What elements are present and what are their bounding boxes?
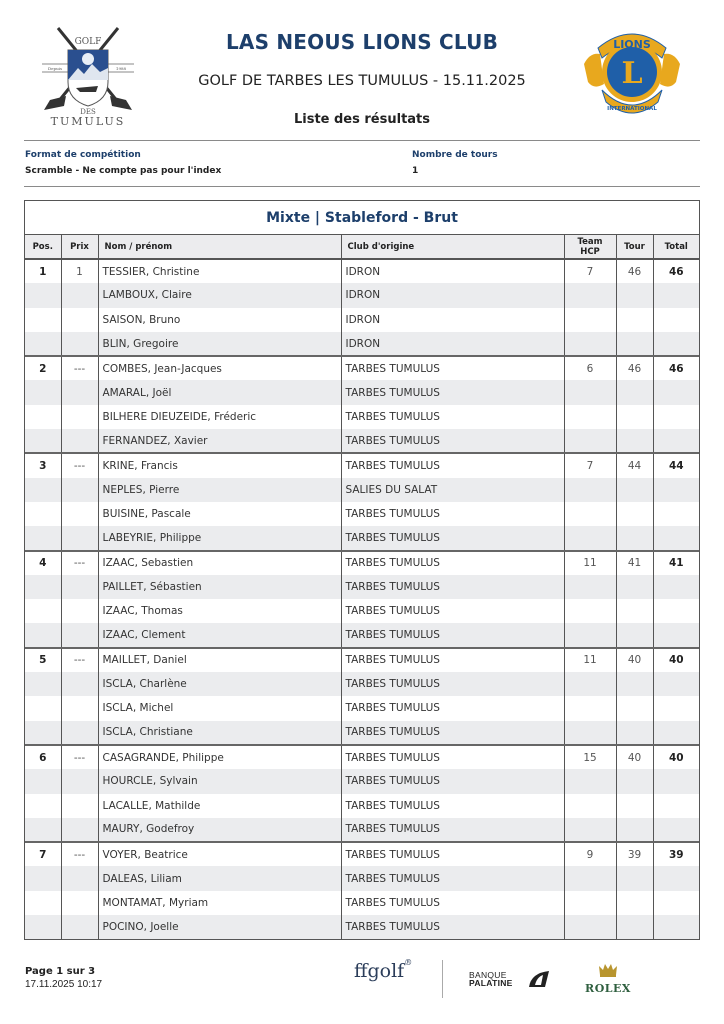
cell-prix: 1	[61, 259, 98, 283]
col-header-hcp-line1: Team	[577, 236, 603, 247]
logo-left-year-text: 1988	[115, 66, 127, 71]
cell-pos	[25, 429, 61, 453]
cell-club: TARBES TUMULUS	[341, 599, 564, 623]
cell-total	[653, 429, 699, 453]
cell-prix	[61, 915, 98, 939]
cell-tour	[616, 721, 653, 745]
cell-tour: 40	[616, 745, 653, 769]
cell-prix	[61, 283, 98, 307]
cell-club: TARBES TUMULUS	[341, 672, 564, 696]
cell-prix	[61, 308, 98, 332]
cell-total	[653, 623, 699, 647]
cell-total	[653, 283, 699, 307]
cell-tour	[616, 769, 653, 793]
print-datetime: 17.11.2025 10:17	[25, 979, 103, 990]
cell-club: TARBES TUMULUS	[341, 380, 564, 404]
cell-club: TARBES TUMULUS	[341, 794, 564, 818]
cell-prix	[61, 623, 98, 647]
cell-pos	[25, 332, 61, 356]
format-value: Scramble - Ne compte pas pour l'index	[25, 166, 222, 176]
table-row	[25, 599, 699, 623]
cell-prix	[61, 891, 98, 915]
cell-name: PAILLET, Sébastien	[98, 575, 341, 599]
cell-tour	[616, 502, 653, 526]
cell-tour	[616, 818, 653, 842]
cell-tour	[616, 380, 653, 404]
cell-tour	[616, 429, 653, 453]
table-row	[25, 721, 699, 745]
cell-total	[653, 502, 699, 526]
cell-total: 46	[653, 356, 699, 380]
table-header-row	[25, 235, 699, 259]
cell-team-hcp	[564, 672, 616, 696]
table-row	[25, 526, 699, 550]
cell-tour: 44	[616, 453, 653, 477]
col-header-prix: Prix	[61, 235, 98, 259]
rolex-logo	[578, 962, 638, 994]
table-row	[25, 696, 699, 720]
cell-club: TARBES TUMULUS	[341, 915, 564, 939]
cell-tour: 41	[616, 551, 653, 575]
cell-tour	[616, 332, 653, 356]
cell-prix: ---	[61, 842, 98, 866]
cell-prix	[61, 502, 98, 526]
cell-total: 41	[653, 551, 699, 575]
ffgolf-text: ffgolf	[354, 960, 405, 982]
cell-name: TESSIER, Christine	[98, 259, 341, 283]
cell-name: FERNANDEZ, Xavier	[98, 429, 341, 453]
table-row	[25, 405, 699, 429]
cell-name: LACALLE, Mathilde	[98, 794, 341, 818]
cell-prix	[61, 672, 98, 696]
table-row	[25, 259, 699, 283]
cell-pos: 6	[39, 751, 47, 764]
cell-club: TARBES TUMULUS	[341, 526, 564, 550]
col-header-team-hcp	[564, 235, 616, 259]
cell-team-hcp	[564, 696, 616, 720]
cell-total	[653, 332, 699, 356]
cell-team-hcp	[564, 769, 616, 793]
cell-name: CASAGRANDE, Philippe	[98, 745, 341, 769]
cell-club: TARBES TUMULUS	[341, 648, 564, 672]
cell-club: TARBES TUMULUS	[341, 551, 564, 575]
col-header-hcp-line2: HCP	[580, 246, 600, 257]
cell-total: 40	[653, 745, 699, 769]
cell-total	[653, 769, 699, 793]
cell-tour	[616, 575, 653, 599]
table-row	[25, 332, 699, 356]
cell-club: IDRON	[341, 259, 564, 283]
ffgolf-registered-mark: ®	[404, 958, 413, 967]
cell-name: LABEYRIE, Philippe	[98, 526, 341, 550]
cell-club: IDRON	[341, 308, 564, 332]
cell-name: SAISON, Bruno	[98, 308, 341, 332]
cell-prix	[61, 818, 98, 842]
cell-club: TARBES TUMULUS	[341, 721, 564, 745]
cell-tour: 39	[616, 842, 653, 866]
cell-pos: 2	[39, 362, 47, 375]
table-row	[25, 648, 699, 672]
cell-total: 46	[653, 259, 699, 283]
banque-palatine-logo	[469, 969, 553, 991]
cell-club: IDRON	[341, 283, 564, 307]
cell-club: TARBES TUMULUS	[341, 696, 564, 720]
cell-team-hcp	[564, 429, 616, 453]
cell-total	[653, 575, 699, 599]
cell-pos: 3	[39, 460, 47, 473]
cell-club: TARBES TUMULUS	[341, 891, 564, 915]
rounds-value: 1	[412, 166, 419, 176]
cell-total	[653, 599, 699, 623]
cell-team-hcp	[564, 794, 616, 818]
table-row	[25, 866, 699, 890]
table-row	[25, 915, 699, 939]
cell-tour: 46	[616, 259, 653, 283]
page-title: LAS NEOUS LIONS CLUB	[225, 30, 499, 54]
cell-prix	[61, 332, 98, 356]
table-row	[25, 794, 699, 818]
cell-total	[653, 915, 699, 939]
cell-total	[653, 818, 699, 842]
cell-tour	[616, 672, 653, 696]
cell-tour: 46	[616, 356, 653, 380]
cell-tour: 40	[616, 648, 653, 672]
divider-top	[24, 140, 700, 141]
cell-pos	[25, 380, 61, 404]
table-row	[25, 551, 699, 575]
cell-club: TARBES TUMULUS	[341, 866, 564, 890]
lions-text: LIONS	[613, 38, 651, 51]
cell-prix	[61, 478, 98, 502]
cell-tour	[616, 283, 653, 307]
cell-pos: 5	[39, 654, 47, 667]
cell-total: 39	[653, 842, 699, 866]
cell-prix: ---	[61, 745, 98, 769]
results-table	[24, 200, 700, 940]
rolex-text: ROLEX	[585, 982, 631, 995]
cell-name: VOYER, Beatrice	[98, 842, 341, 866]
cell-total	[653, 478, 699, 502]
format-label: Format de compétition	[25, 150, 141, 160]
cell-tour	[616, 794, 653, 818]
cell-pos	[25, 526, 61, 550]
cell-name: MAURY, Godefroy	[98, 818, 341, 842]
cell-team-hcp	[564, 915, 616, 939]
col-header-total: Total	[653, 235, 699, 259]
cell-pos	[25, 696, 61, 720]
cell-club: TARBES TUMULUS	[341, 405, 564, 429]
table-row	[25, 842, 699, 866]
cell-pos	[25, 672, 61, 696]
cell-prix: ---	[61, 551, 98, 575]
cell-prix	[61, 721, 98, 745]
cell-team-hcp	[564, 526, 616, 550]
cell-pos	[25, 891, 61, 915]
cell-team-hcp	[564, 891, 616, 915]
cell-prix	[61, 696, 98, 720]
cell-name: BUISINE, Pascale	[98, 502, 341, 526]
cell-team-hcp	[564, 308, 616, 332]
rounds-label: Nombre de tours	[412, 150, 498, 160]
cell-name: KRINE, Francis	[98, 453, 341, 477]
cell-tour	[616, 526, 653, 550]
cell-prix	[61, 380, 98, 404]
logo-left-tumulus-text: TUMULUS	[50, 115, 126, 128]
cell-pos: 7	[39, 848, 47, 861]
cell-team-hcp: 15	[564, 745, 616, 769]
table-row	[25, 356, 699, 380]
cell-club: TARBES TUMULUS	[341, 429, 564, 453]
table-row	[25, 429, 699, 453]
cell-club: TARBES TUMULUS	[341, 745, 564, 769]
divider-bottom	[24, 186, 700, 187]
cell-total	[653, 526, 699, 550]
cell-prix	[61, 405, 98, 429]
cell-team-hcp: 11	[564, 551, 616, 575]
col-header-pos: Pos.	[25, 235, 61, 259]
cell-name: LAMBOUX, Claire	[98, 283, 341, 307]
cell-name: NEPLES, Pierre	[98, 478, 341, 502]
cell-total	[653, 866, 699, 890]
cell-pos	[25, 623, 61, 647]
cell-name: HOURCLE, Sylvain	[98, 769, 341, 793]
cell-total: 44	[653, 453, 699, 477]
cell-tour	[616, 599, 653, 623]
list-title: Liste des résultats	[293, 112, 431, 127]
cell-total	[653, 405, 699, 429]
table-row	[25, 502, 699, 526]
ffgolf-logo	[354, 960, 412, 982]
cell-prix: ---	[61, 453, 98, 477]
cell-total	[653, 696, 699, 720]
cell-club: TARBES TUMULUS	[341, 356, 564, 380]
cell-total: 40	[653, 648, 699, 672]
cell-prix	[61, 575, 98, 599]
cell-tour	[616, 891, 653, 915]
cell-pos	[25, 721, 61, 745]
logo-left-des-text: DES	[80, 108, 96, 116]
sponsor-divider	[442, 960, 443, 998]
palatine-sail-icon	[527, 969, 551, 989]
cell-pos: 1	[39, 265, 47, 278]
page-number: Page 1 sur 3	[25, 966, 96, 977]
cell-tour	[616, 308, 653, 332]
cell-team-hcp	[564, 721, 616, 745]
cell-name: COMBES, Jean-Jacques	[98, 356, 341, 380]
cell-total	[653, 794, 699, 818]
cell-name: DALEAS, Liliam	[98, 866, 341, 890]
cell-tour	[616, 696, 653, 720]
cell-team-hcp	[564, 575, 616, 599]
event-subtitle: GOLF DE TARBES LES TUMULUS - 15.11.2025	[198, 73, 526, 89]
cell-total	[653, 380, 699, 404]
cell-club: IDRON	[341, 332, 564, 356]
cell-team-hcp	[564, 866, 616, 890]
table-row	[25, 623, 699, 647]
cell-pos	[25, 818, 61, 842]
rolex-crown-icon	[598, 963, 618, 977]
cell-name: ISCLA, Charlène	[98, 672, 341, 696]
table-row	[25, 818, 699, 842]
cell-team-hcp: 9	[564, 842, 616, 866]
cell-team-hcp	[564, 623, 616, 647]
table-row	[25, 745, 699, 769]
cell-name: MAILLET, Daniel	[98, 648, 341, 672]
cell-pos	[25, 575, 61, 599]
logo-left-depuis-text: Depuis	[47, 66, 63, 71]
cell-pos: 4	[39, 557, 47, 570]
cell-team-hcp	[564, 502, 616, 526]
cell-club: TARBES TUMULUS	[341, 623, 564, 647]
cell-pos	[25, 599, 61, 623]
cell-name: ISCLA, Christiane	[98, 721, 341, 745]
logo-left-golf-text: GOLF	[74, 37, 102, 47]
cell-prix	[61, 429, 98, 453]
table-row	[25, 672, 699, 696]
table-row	[25, 478, 699, 502]
cell-tour	[616, 866, 653, 890]
cell-team-hcp	[564, 599, 616, 623]
lions-letter: L	[621, 56, 643, 91]
cell-prix	[61, 769, 98, 793]
cell-team-hcp	[564, 332, 616, 356]
cell-total	[653, 308, 699, 332]
cell-pos	[25, 308, 61, 332]
cell-pos	[25, 283, 61, 307]
cell-tour	[616, 915, 653, 939]
cell-team-hcp: 7	[564, 259, 616, 283]
cell-prix	[61, 866, 98, 890]
cell-prix	[61, 794, 98, 818]
table-row	[25, 453, 699, 477]
cell-tour	[616, 478, 653, 502]
cell-team-hcp	[564, 478, 616, 502]
cell-prix: ---	[61, 648, 98, 672]
cell-name: BLIN, Gregoire	[98, 332, 341, 356]
banque-text: BANQUE	[469, 970, 507, 980]
cell-club: TARBES TUMULUS	[341, 502, 564, 526]
cell-name: BILHERE DIEUZEIDE, Fréderic	[98, 405, 341, 429]
cell-team-hcp	[564, 283, 616, 307]
cell-prix: ---	[61, 356, 98, 380]
cell-name: IZAAC, Clement	[98, 623, 341, 647]
cell-club: TARBES TUMULUS	[341, 842, 564, 866]
cell-prix	[61, 526, 98, 550]
table-title: Mixte | Stableford - Brut	[25, 201, 699, 235]
cell-prix	[61, 599, 98, 623]
cell-name: IZAAC, Sebastien	[98, 551, 341, 575]
cell-total	[653, 721, 699, 745]
col-header-tour: Tour	[616, 235, 653, 259]
cell-tour	[616, 405, 653, 429]
cell-pos	[25, 794, 61, 818]
table-row	[25, 380, 699, 404]
cell-pos	[25, 769, 61, 793]
table-row	[25, 575, 699, 599]
cell-club: TARBES TUMULUS	[341, 769, 564, 793]
table-row	[25, 891, 699, 915]
cell-club: SALIES DU SALAT	[341, 478, 564, 502]
cell-name: AMARAL, Joël	[98, 380, 341, 404]
cell-total	[653, 891, 699, 915]
cell-name: MONTAMAT, Myriam	[98, 891, 341, 915]
cell-pos	[25, 502, 61, 526]
col-header-name: Nom / prénom	[98, 235, 341, 259]
table-row	[25, 308, 699, 332]
lions-international-logo	[580, 24, 684, 122]
lions-international-text: INTERNATIONAL	[607, 106, 657, 112]
golf-tumulus-logo	[36, 22, 140, 128]
cell-pos	[25, 915, 61, 939]
table-row	[25, 283, 699, 307]
cell-pos	[25, 866, 61, 890]
cell-team-hcp	[564, 380, 616, 404]
cell-name: ISCLA, Michel	[98, 696, 341, 720]
col-header-club: Club d'origine	[341, 235, 564, 259]
cell-team-hcp: 7	[564, 453, 616, 477]
palatine-text: PALATINE	[469, 978, 513, 988]
table-row	[25, 769, 699, 793]
cell-total	[653, 672, 699, 696]
cell-team-hcp	[564, 405, 616, 429]
cell-pos	[25, 478, 61, 502]
cell-name: IZAAC, Thomas	[98, 599, 341, 623]
cell-club: TARBES TUMULUS	[341, 453, 564, 477]
cell-tour	[616, 623, 653, 647]
cell-name: POCINO, Joelle	[98, 915, 341, 939]
cell-club: TARBES TUMULUS	[341, 818, 564, 842]
cell-team-hcp: 6	[564, 356, 616, 380]
cell-team-hcp: 11	[564, 648, 616, 672]
cell-club: TARBES TUMULUS	[341, 575, 564, 599]
cell-team-hcp	[564, 818, 616, 842]
cell-pos	[25, 405, 61, 429]
